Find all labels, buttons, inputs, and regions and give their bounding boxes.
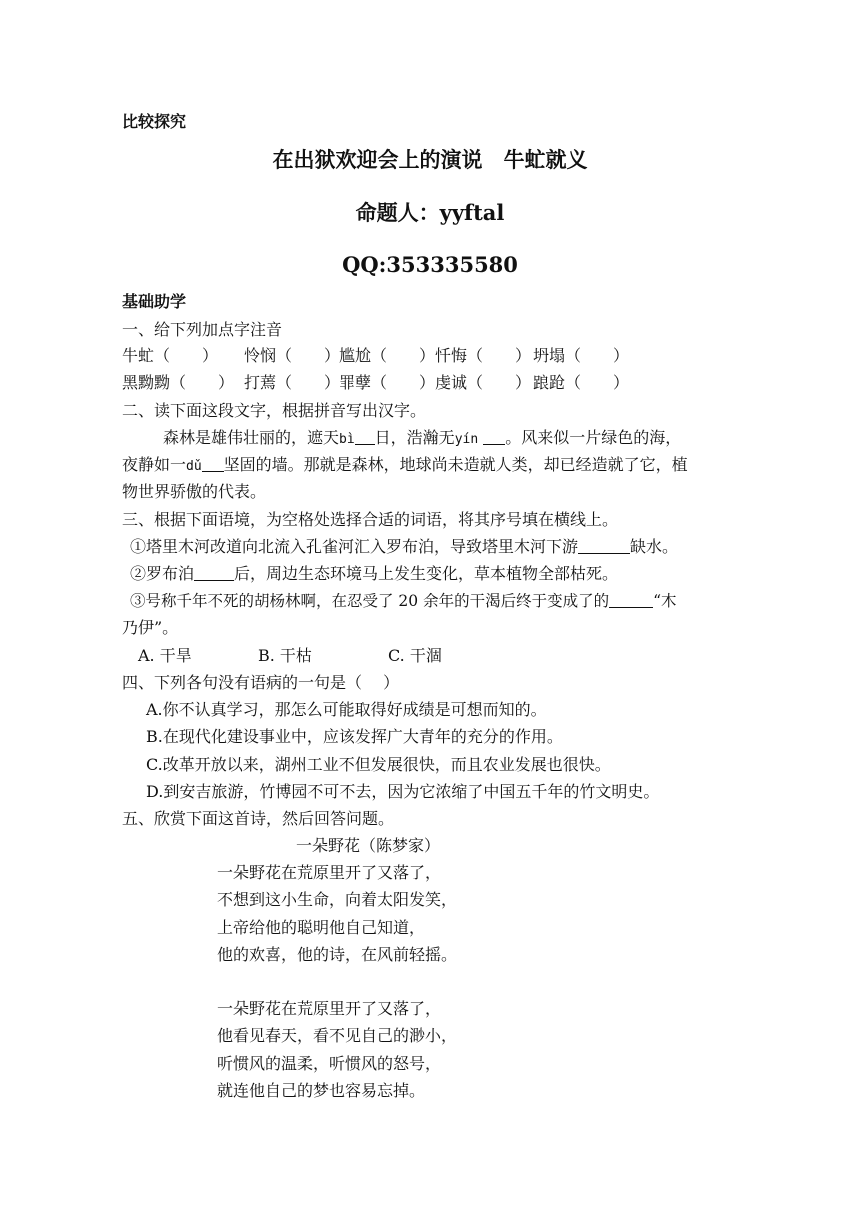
q4-option-c: C.改革开放以来，湖州工业不但发展很快，而且农业发展也很快。 <box>146 755 611 774</box>
q2-text: 夜静如一 <box>122 455 187 474</box>
answer-blank[interactable] <box>609 591 653 608</box>
page-title: 在出狱欢迎会上的演说 牛虻就义 <box>272 148 588 172</box>
q1-item: 虔诚（ ） <box>435 373 532 392</box>
q3-text: 后，周边生态环境马上发生变化，草本植物全部枯死。 <box>234 564 619 583</box>
poem-line: 一朵野花在荒原里开了又落了， <box>217 999 442 1018</box>
q1-row-2 <box>122 372 629 394</box>
poem-line: 一朵野花在荒原里开了又落了， <box>217 863 442 882</box>
author-line: 命题人：yyftal <box>355 200 505 225</box>
q3-heading: 三、根据下面语境，为空格处选择合适的词语，将其序号填在横线上。 <box>122 510 619 529</box>
answer-blank[interactable] <box>202 455 224 472</box>
q3-sentence-2 <box>130 563 618 585</box>
q2-heading: 二、读下面这段文字，根据拼音写出汉字。 <box>122 401 427 420</box>
q1-item: 打蔫（ ） <box>244 373 341 392</box>
q2-text: 森林是雄伟壮丽的，遮天 <box>163 428 340 447</box>
q4-option-a: A.你不认真学习，那怎么可能取得好成绩是可想而知的。 <box>146 700 547 719</box>
q3-option: B. 干枯 <box>258 646 312 665</box>
section-heading-basic: 基础助学 <box>122 292 187 311</box>
q2-paragraph-line-1 <box>163 427 681 451</box>
q3-sentence-3-cont: 乃伊”。 <box>122 618 179 637</box>
poem-line: 听惯风的温柔，听惯风的怒号， <box>217 1054 442 1073</box>
answer-blank[interactable] <box>483 428 505 445</box>
answer-blank[interactable] <box>194 564 234 581</box>
answer-blank[interactable] <box>578 537 630 554</box>
q1-item: 黑黝黝（ ） <box>122 373 235 392</box>
q2-text: 。风来似一片绿色的海， <box>505 428 682 447</box>
q3-text: ②罗布泊 <box>130 564 195 583</box>
pinyin-hint: bì <box>339 432 355 447</box>
q1-item: 忏悔（ ） <box>435 346 532 365</box>
answer-blank[interactable] <box>355 428 375 445</box>
poem-line: 他看见春天，看不见自己的渺小， <box>217 1026 458 1045</box>
poem-line: 他的欢喜，他的诗，在风前轻摇。 <box>217 945 458 964</box>
q3-text: “木 <box>653 592 677 610</box>
q4-heading: 四、下列各句没有语病的一句是（ ） <box>122 673 400 692</box>
q3-text: ③号称千年不死的胡杨林啊，在忍受了 20 余年的干渴后终于变成了的 <box>130 592 610 610</box>
q1-item: 牛虻（ ） <box>122 346 219 365</box>
q2-text: 坚固的墙。那就是森林，地球尚未造就人类，却已经造就了它，植 <box>223 455 688 474</box>
pinyin-hint: yín <box>454 432 479 447</box>
q1-item: 罪孽（ ） <box>339 373 436 392</box>
q3-option: C. 干涸 <box>388 646 442 665</box>
poem-line: 不想到这小生命，向着太阳发笑， <box>217 890 458 909</box>
q3-option: A. 干旱 <box>138 646 192 665</box>
q1-item: 坍塌（ ） <box>533 346 630 365</box>
q3-text: ①塔里木河改道向北流入孔雀河汇入罗布泊，导致塔里木河下游 <box>130 537 579 556</box>
poem-title: 一朵野花（陈梦家） <box>296 836 441 855</box>
q1-item: 尴尬（ ） <box>339 346 436 365</box>
q1-row-1 <box>122 345 629 367</box>
q3-sentence-1 <box>130 536 678 558</box>
pinyin-hint: dǔ <box>186 459 202 474</box>
q5-heading: 五、欣赏下面这首诗，然后回答问题。 <box>122 809 395 828</box>
category-label: 比较探究 <box>122 112 187 131</box>
q1-item: 踉跄（ ） <box>533 373 630 392</box>
poem-line: 就连他自己的梦也容易忘掉。 <box>217 1081 426 1100</box>
q3-text: 缺水。 <box>630 537 679 556</box>
q1-item: 怜悯（ ） <box>244 346 341 365</box>
q2-paragraph-line-3: 物世界骄傲的代表。 <box>122 482 267 501</box>
q1-heading: 一、给下列加点字注音 <box>122 320 283 339</box>
poem-line: 上帝给他的聪明他自己知道， <box>217 918 426 937</box>
q2-text: 日，浩瀚无 <box>374 428 455 447</box>
qq-line: QQ:353335580 <box>342 252 518 277</box>
q2-paragraph-line-2 <box>122 454 688 478</box>
q3-sentence-3 <box>130 590 677 612</box>
q4-option-d: D.到安吉旅游，竹博园不可不去，因为它浓缩了中国五千年的竹文明史。 <box>146 782 660 801</box>
q4-option-b: B.在现代化建设事业中，应该发挥广大青年的充分的作用。 <box>146 727 563 746</box>
q3-options <box>138 645 442 667</box>
